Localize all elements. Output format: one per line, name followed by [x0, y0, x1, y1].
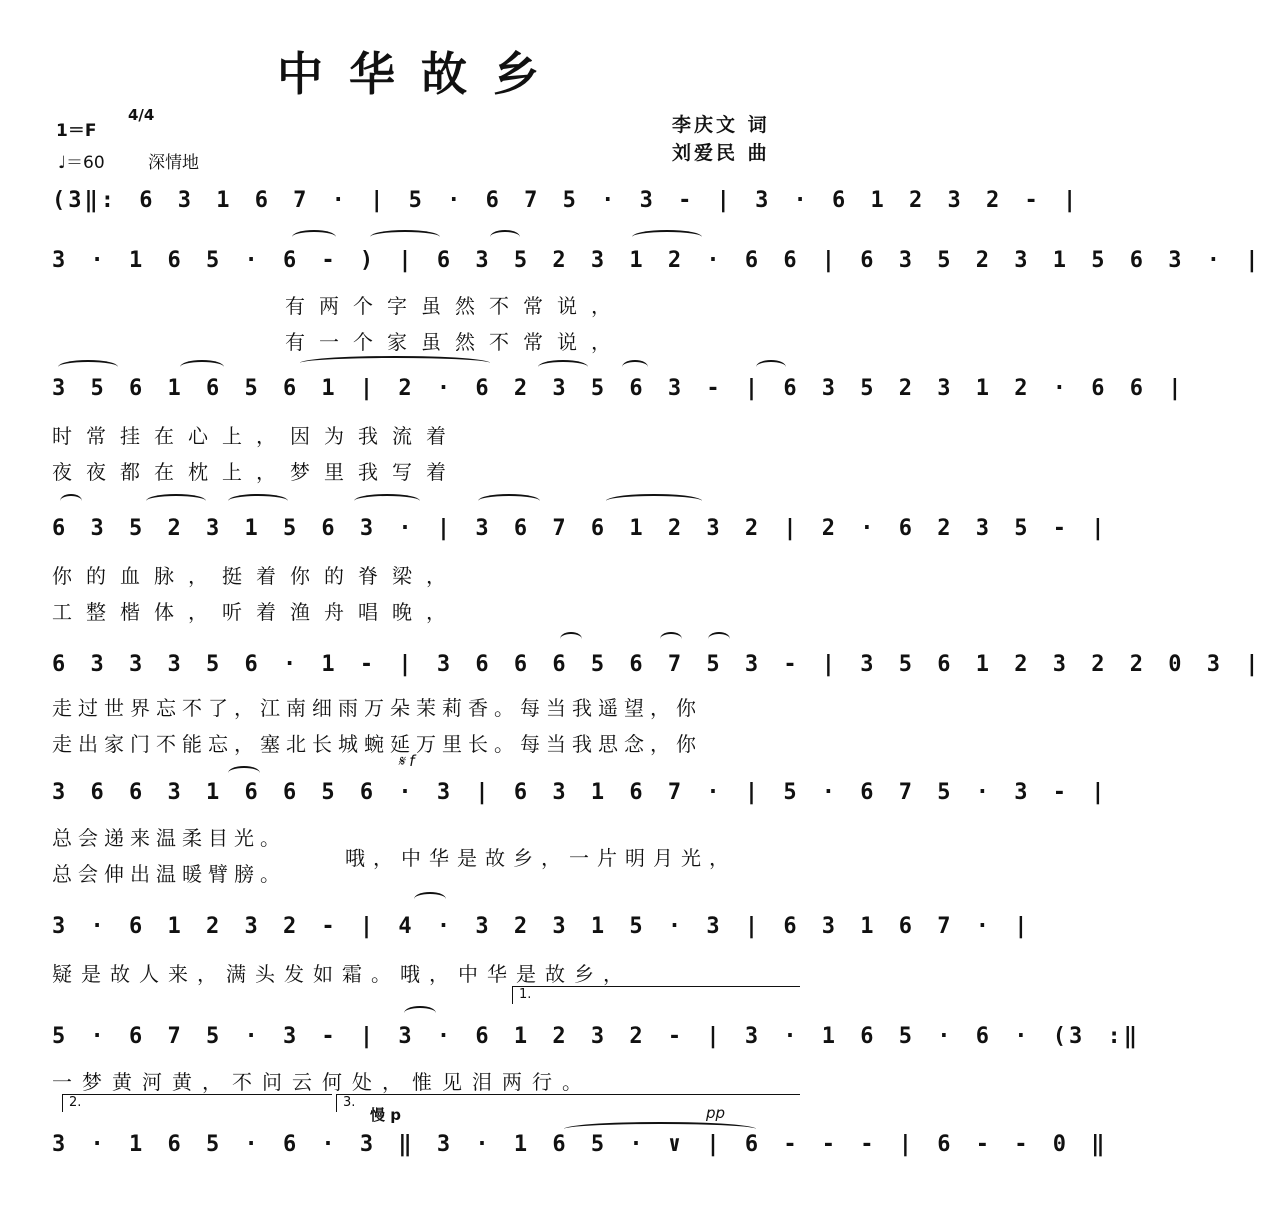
slur-mark: [622, 360, 648, 374]
lyrics-verse-2: 走出家门不能忘，塞北长城蜿延万里长。每当我思念，你: [52, 732, 702, 756]
lyrics-verse-1: 有两个字虽然不常说，: [285, 294, 625, 318]
slur-mark: [404, 1006, 436, 1020]
lyrics-verse-2: 工整楷体，听着渔舟唱晚，: [52, 600, 460, 624]
lyrics-verse-2: 总会伸出温暖臂膀。: [52, 862, 286, 886]
tempo-change-mark: 慢 p: [370, 1106, 401, 1124]
slur-mark: [660, 632, 682, 646]
slur-mark: [228, 766, 260, 780]
notation-line-8: 5 · 6 7 5 · 3 - | 3 · 6 1 2 3 2 - | 3 · 1 6 5 · 6 · (3 :‖: [52, 1024, 1140, 1049]
notation-line-7: 3 · 6 1 2 3 2 - | 4 · 3 2 3 1 5 · 3 | 6 3 1 6 7 · |: [52, 914, 1031, 939]
lyrics-verse-1: 一梦黄河黄，不问云何处，惟见泪两行。: [52, 1070, 592, 1094]
slur-mark: [478, 494, 540, 508]
third-ending-bracket: 3.: [336, 1094, 800, 1112]
time-signature-text: 4/4: [128, 106, 155, 124]
lyrics-verse-1: 你的血脉，挺着你的脊梁，: [52, 564, 460, 588]
slur-mark: [180, 360, 224, 374]
slur-mark: [414, 892, 446, 906]
slur-mark: [228, 494, 288, 508]
slur-mark: [538, 360, 588, 374]
notation-line-1: (3‖: 6 3 1 6 7 · | 5 · 6 7 5 · 3 - | 3 · 6 1 2 3 2 - |: [52, 188, 1080, 213]
slur-mark: [560, 632, 582, 646]
slur-mark: [490, 230, 520, 244]
slur-mark: [708, 632, 730, 646]
notation-line-9: 3 · 1 6 5 · 6 · 3 ‖ 3 · 1 6 5 · ∨ | 6 - - - | 6 - - 0 ‖: [52, 1132, 1108, 1157]
slur-mark: [606, 494, 702, 508]
time-signature: [128, 108, 154, 123]
page-title: 中华故乡: [277, 47, 565, 101]
slur-mark: [632, 230, 702, 244]
composer-credit: 刘爱民 曲: [672, 142, 770, 164]
lyrics-verse-1: 总会递来温柔目光。: [52, 826, 286, 850]
slur-mark: [292, 230, 336, 244]
second-ending-bracket: 2.: [62, 1094, 332, 1112]
lyrics-chorus: 哦，中华是故乡，一片明月光，: [345, 846, 737, 870]
pianissimo-mark: pp: [706, 1104, 726, 1122]
notation-line-2: 3 · 1 6 5 · 6 - ) | 6 3 5 2 3 1 2 · 6 6 | 6 3 5 2 3 1 5 6 3 · |: [52, 248, 1261, 273]
first-ending-bracket: 1.: [512, 986, 800, 1004]
notation-line-6: 3 6 6 3 1 6 6 5 6 · 3 | 6 3 1 6 7 · | 5 · 6 7 5 · 3 - |: [52, 780, 1108, 805]
notation-line-4: 6 3 5 2 3 1 5 6 3 · | 3 6 7 6 1 2 3 2 | 2 · 6 2 3 5 - |: [52, 516, 1108, 541]
key-signature: 1＝F: [56, 121, 97, 141]
slur-mark: [756, 360, 786, 374]
slur-mark: [300, 356, 490, 370]
lyrics-verse-2: 有一个家虽然不常说，: [285, 330, 625, 354]
notation-line-3: 3 5 6 1 6 5 6 1 | 2 · 6 2 3 5 6 3 - | 6 3 5 2 3 1 2 · 6 6 |: [52, 376, 1185, 401]
slur-mark: [146, 494, 206, 508]
lyricist-credit: 李庆文 词: [672, 114, 770, 136]
slur-mark: [58, 360, 118, 374]
tempo-marking: ♩＝60: [58, 153, 105, 173]
slur-mark: [370, 230, 440, 244]
segno-forte-mark: 𝄋 f: [398, 752, 415, 770]
notation-line-5: 6 3 3 3 5 6 · 1 - | 3 6 6 6 5 6 7 5 3 - | 3 5 6 1 2 3 2 2 0 3 |: [52, 652, 1261, 677]
lyrics-verse-1: 走过世界忘不了，江南细雨万朵茉莉香。每当我遥望，你: [52, 696, 702, 720]
lyrics-verse-1: 疑是故人来，满头发如霜。哦，中华是故乡，: [52, 962, 632, 986]
lyrics-verse-2: 夜夜都在枕上，梦里我写着: [52, 460, 460, 484]
expression-marking: 深情地: [148, 153, 199, 173]
slur-mark: [354, 494, 420, 508]
slur-mark: [60, 494, 82, 508]
lyrics-verse-1: 时常挂在心上，因为我流着: [52, 424, 460, 448]
